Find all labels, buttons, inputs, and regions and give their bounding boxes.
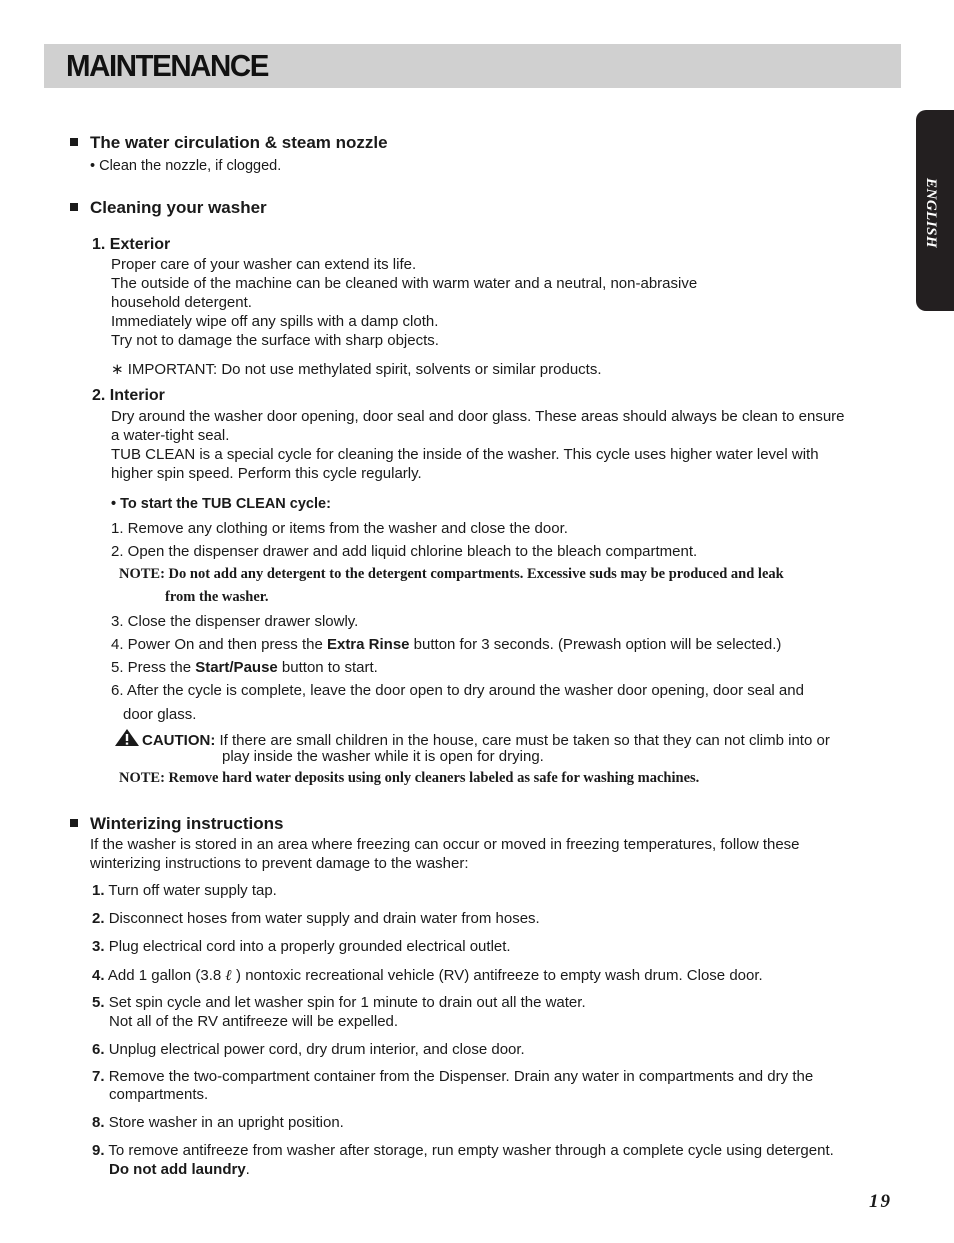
exterior-line: household detergent. xyxy=(111,294,252,311)
section-heading-cleaning: Cleaning your washer xyxy=(70,198,267,218)
winterizing-intro: If the washer is stored in an area where freezing can occur or moved in freezing temperatures, follow these xyxy=(90,836,800,853)
winterizing-step: 1. Turn off water supply tap. xyxy=(92,882,277,899)
tub-clean-step: door glass. xyxy=(123,706,197,723)
exterior-line: Immediately wipe off any spills with a damp cloth. xyxy=(111,313,439,330)
winterizing-step: 8. Store washer in an upright position. xyxy=(92,1114,344,1131)
winterizing-step-cont: Do not add laundry. xyxy=(109,1161,250,1178)
winterizing-step: 6. Unplug electrical power cord, dry drum interior, and close door. xyxy=(92,1041,525,1058)
winterizing-intro: winterizing instructions to prevent damage to the washer: xyxy=(90,855,469,872)
interior-line: TUB CLEAN is a special cycle for cleaning the inside of the washer. This cycle uses higher water level with xyxy=(111,446,819,463)
language-tab xyxy=(916,110,954,311)
square-bullet-icon xyxy=(70,203,78,211)
winterizing-step-cont: Not all of the RV antifreeze will be expelled. xyxy=(109,1013,399,1030)
caution-label: CAUTION: xyxy=(142,732,216,749)
exterior-line: Try not to damage the surface with sharp objects. xyxy=(111,332,439,349)
tub-clean-step: 4. Power On and then press the Extra Rinse button for 3 seconds. (Prewash option will be selected.) xyxy=(111,636,782,653)
warning-triangle-icon xyxy=(114,728,140,747)
square-bullet-icon xyxy=(70,819,78,827)
tub-clean-step: 6. After the cycle is complete, leave the door open to dry around the washer door opening, door seal and xyxy=(111,682,804,699)
page-title: MAINTENANCE xyxy=(66,48,268,83)
caution-text: play inside the washer while it is open for drying. xyxy=(222,748,544,765)
caution-block xyxy=(114,728,830,749)
winterizing-step: 4. Add 1 gallon (3.8 ℓ ) nontoxic recreational vehicle (RV) antifreeze to empty wash drum. Close door. xyxy=(92,967,763,984)
tub-clean-step: 2. Open the dispenser drawer and add liquid chlorine bleach to the bleach compartment. xyxy=(111,543,698,560)
winterizing-step: 7. Remove the two-compartment container from the Dispenser. Drain any water in compartments and dry the xyxy=(92,1068,814,1085)
winterizing-step: 2. Disconnect hoses from water supply and drain water from hoses. xyxy=(92,910,540,927)
language-tab-label: ENGLISH xyxy=(923,178,939,249)
tub-clean-step: 1. Remove any clothing or items from the washer and close the door. xyxy=(111,520,568,537)
winterizing-step: 5. Set spin cycle and let washer spin for 1 minute to drain out all the water. xyxy=(92,994,586,1011)
interior-title: 2. Interior xyxy=(92,387,165,404)
exterior-line: Proper care of your washer can extend its life. xyxy=(111,256,417,273)
nozzle-bullet: • Clean the nozzle, if clogged. xyxy=(90,158,282,174)
liter-unit: ℓ xyxy=(225,968,232,984)
exterior-line: The outside of the machine can be cleaned with warm water and a neutral, non-abrasive xyxy=(111,275,698,292)
page-number: 19 xyxy=(869,1191,892,1212)
interior-line: a water-tight seal. xyxy=(111,427,230,444)
tub-clean-step: 5. Press the Start/Pause button to start. xyxy=(111,659,378,676)
winterizing-step-cont: compartments. xyxy=(109,1086,209,1103)
caution-text: If there are small children in the house, care must be taken so that they can not climb into or xyxy=(219,732,830,749)
start-pause-label: Start/Pause xyxy=(195,659,278,676)
tub-clean-heading: • To start the TUB CLEAN cycle: xyxy=(111,496,331,512)
tub-clean-note: NOTE: Do not add any detergent to the detergent compartments. Excessive suds may be produced and leak xyxy=(119,566,784,582)
tub-clean-note: from the washer. xyxy=(165,589,269,605)
tub-clean-step: 3. Close the dispenser drawer slowly. xyxy=(111,613,359,630)
extra-rinse-label: Extra Rinse xyxy=(326,636,410,653)
interior-line: Dry around the washer door opening, door seal and door glass. These areas should always be clean to ensure xyxy=(111,408,845,425)
section-heading-winterizing: Winterizing instructions xyxy=(70,814,283,834)
important-note: ∗ IMPORTANT: Do not use methylated spirit, solvents or similar products. xyxy=(111,361,602,378)
winterizing-step: 9. To remove antifreeze from washer after storage, run empty washer through a complete cycle using detergent. xyxy=(92,1142,834,1159)
section-heading-nozzle: The water circulation & steam nozzle xyxy=(70,133,388,153)
interior-line: higher spin speed. Perform this cycle regularly. xyxy=(111,465,422,482)
square-bullet-icon xyxy=(70,138,78,146)
exterior-title: 1. Exterior xyxy=(92,236,171,253)
winterizing-step: 3. Plug electrical cord into a properly grounded electrical outlet. xyxy=(92,938,511,955)
hard-water-note: NOTE: Remove hard water deposits using only cleaners labeled as safe for washing machines. xyxy=(119,770,700,786)
